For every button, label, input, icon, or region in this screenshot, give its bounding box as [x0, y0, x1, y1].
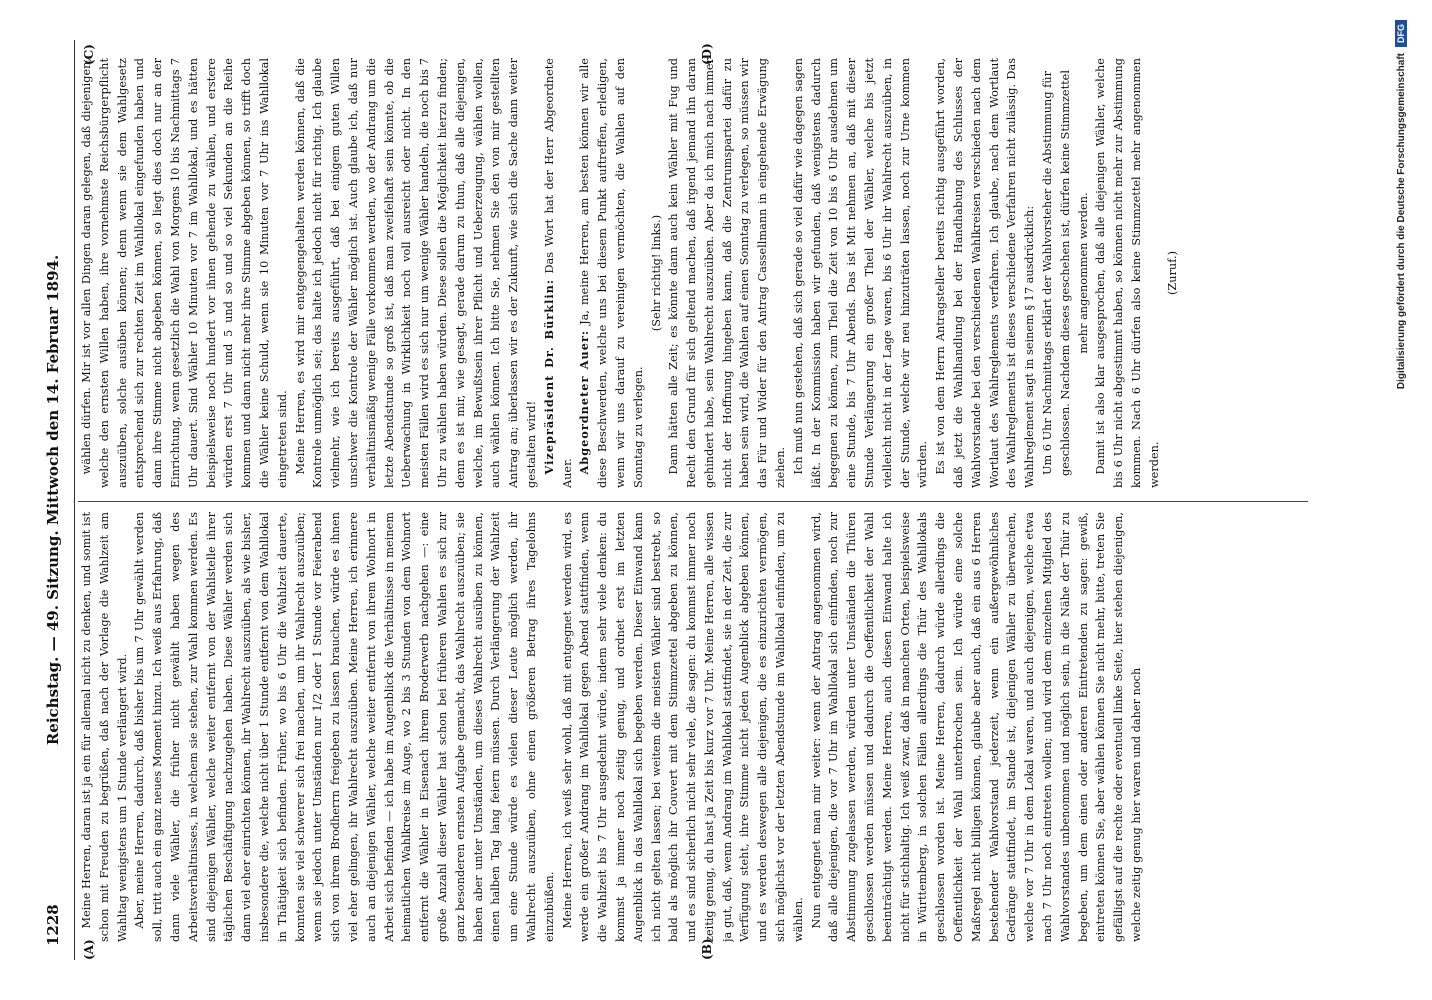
- paragraph: Damit ist also klar ausgesprochen, daß alle diejenigen Wähler, welche bis 6 Uhr nicht abgestimmt haben, so können nicht mehr zur Abstimmung kommen. Nach 6 Uhr dürfen also keine Stimmzettel mehr angenommen werden.: [1094, 58, 1161, 488]
- paragraph: Dann hätten alle Zeit; es könnte dann auch kein Wähler mit Fug und Recht den Grund für sich geltend machen, daß irgend jemand ihn daran gehindert habe, sein Wahlrecht auszuüben. Aber da ich mich nach immer nicht der Hoffnung hingeben kann, daß die Zentrumspartei dafür zu haben sein wird, die Wahlen auf einen Sonntag zu verlegen, so müssen wir das Für und Wider für den Antrag Cassellmann in eingehende Erwägung ziehen.: [667, 58, 788, 488]
- paragraph: wählen dürfen. Mir ist vor allen Dingen daran gelegen, daß diejenigen, welche den ernsten Willen haben, ihre vornehmste Reichsbürgerpflicht auszuüben, solche ausüben können; denn wenn sie dem Wahlgesetz entsprechend sich zur rechten Zeit im Wahllokal eingefunden haben und dann ihre Stimme nicht abgeben können, so liegt dies doch nur an der Einrichtung, wenn gesetzlich die Wahl von Morgens 10 bis Nachmittags 7 Uhr dauert. Sind Wähler 10 Minuten vor 7 im Wahllokal, und es hätten beispielsweise noch hundert vor ihnen gehende zu wählen, und erstere würden erst 7 Uhr und 5 und so und so viel Sekunden an die Reihe kommen und dann nicht mehr ihre Stimme abgeben können, so trifft doch die Wähler keine Schuld, wenn sie 10 Minuten vor 7 Uhr ins Wahllokal eingetreten sind.: [80, 58, 289, 488]
- paragraph: Meine Herren, es wird mir entgegengehalten werden können, daß die Kontrole unmöglich sei; das halte ich jedoch nicht für richtig. Ich glaube vielmehr, wie ich bereits ausgeführt, daß bei einigem guten Willen unschwer die Kontrole der Wähler möglich ist. Auch glaube ich, daß nur verhältnismäßig wenige Fälle vorkommen werden, wo der Andrang um die letzte Abendstunde so groß ist, daß man zweifelhaft sein könnte, ob die Ueberwachung in Wirklichkeit noch voll ausreicht oder nicht. In den meisten Fällen wird es sich nur um wenige Wähler handeln, die noch bis 7 Uhr zu wählen haben würden. Diese sollen die Möglichkeit hierzu finden; denn es ist mir, wie gesagt, gerade darum zu thun, daß alle diejenigen, welche, im Bewußtsein ihrer Pflicht und Ueberzeugung, wählen wollen, auch wählen können. Ich bitte Sie, nehmen Sie den von mir gestellten Antrag an; überlassen wir es der Zukunft, wie sich die Sache dann weiter gestalten wird!: [293, 58, 538, 488]
- header-rule: [74, 40, 75, 960]
- paragraph: (Zuruf.): [1165, 251, 1179, 295]
- paragraph: Es ist von dem Herrn Antragsteller bereits richtig ausgeführt worden, daß jetzt die Wahlhandlung bei der Handhabung des Schlusses der Wahlvorstande bei den verschiedenen Wahlkreisen verschieden nach dem Wortlaut des Wahlreglements verfahren. Ich glaube, nach dem Wortlaut des Wahlreglements ist dieses verschiedene Verfahren nicht zulässig. Das Wahlreglement sagt in seinem § 17 ausdrücklich:: [934, 58, 1037, 488]
- column-divider: [78, 501, 1308, 502]
- paragraph: Nun entgegnet man mir weiter: wenn der Antrag angenommen wird, daß alle diejenigen, die vor 7 Uhr im Wahllokal sich einfinden, noch zur Abstimmung zugelassen werden, würden unter Umständen die Thüren geschlossen werden müssen und dadurch die Oeffentlichkeit der Wahl beeinträchtigt werden. Meine Herren, auch diesen Einwand halte ich nicht für stichhaltig. Ich weiß zwar, daß in manchen Orten, beispielsweise in Württemberg, in solchen Fällen allerdings die Thür des Wahllokals geschlossen worden ist. Meine Herren, dadurch würde allerdings die Oeffentlichkeit der Wahl unterbrochen sein. Ich würde eine solche Maßregel nicht billigen können, glaube aber auch, daß ein aus 6 Herren bestehender Wahlvorstand jederzeit, wenn ein außergewöhnliches Gedränge stattfindet, im Stande ist, diejenigen Wähler zu überwachen, welche vor 7 Uhr in dem Lokal waren, und auch diejenigen, welche etwa nach 7 Uhr noch eintreten wollen; und wird dem einzelnen Mitglied des Wahlvorstandes unbenommen und möglich sein, in die Nähe der Thür zu begeben, um dem einen oder anderen Eintretenden zu sagen: gewiß, eintreten können Sie, aber wählen können Sie nicht mehr, bitte, treten Sie gefälligst auf die rechte oder eventuell linke Seite, hier stehen diejenigen, welche zeitig genug hier waren und daher noch: [809, 512, 1144, 942]
- dfg-logo: DFG: [1395, 20, 1407, 47]
- paragraph: Aber, meine Herren, dadurch, daß bisher bis um 7 Uhr gewählt werden soll, tritt auch ein ganz neues Moment hinzu. Ich weiß aus Erfahrung, daß dann viele Wähler, die früher nicht gewählt haben wegen des Arbeitsverhältnisses, in welchem sie stehen, zur Wahl kommen werden. Es sind diejenigen Wähler, welche weiter entfernt von der Wahlstelle ihrer täglichen Beschäftigung nachzugehen haben. Diese Wähler werden sich dann viel eher einrichten können, ihr Wahlrecht auszuüben, als wie bisher, insbesondere die, welche nicht über 1 Stunde entfernt von dem Wahllokal in Thätigkeit sich befinden. Früher, wo bis 6 Uhr die Wahlzeit dauerte, konnten sie viel schwerer sich frei machen, um ihr Wahlrecht auszuüben; wenn sie jedoch unter Umständen nur 1/2 oder 1 Stunde vor Feierabend sich von ihrem Brodherrn freigeben zu lassen brauchen, würde es ihnen viel eher gelingen, ihr Wahlrecht auszuüben. Meine Herren, ich erinnere auch an diejenigen Wähler, welche weiter entfernt von ihrem Wohnort in Arbeit sich befinden — ich habe im Augenblick die Verhältnisse in meinem heimatlichen Wahlkreise im Auge, wo 2 bis 3 Stunden von dem Wohnort entfernt die Wähler in Eisenach ihrem Broderwerb nachgehen —: eine große Anzahl dieser Wähler hat schon bei früheren Wahlen es sich zur ganz besonderen ernsten Aufgabe gemacht, das Wahlrecht auszuüben; sie haben aber unter Umständen, um dieses Wahlrecht ausüben zu können, einen halben Tag lang feiern müssen. Durch Verlängerung der Wahlzeit um eine Stunde würde es vielen dieser Leute möglich werden, ihr Wahlrecht auszuüben, ohne einen größeren Betrag ihres Tagelohns einzubüßen.: [133, 512, 556, 942]
- margin-marker-a: (A): [82, 939, 96, 960]
- speaker-name: Vizepräsident Dr. Bürklin:: [541, 278, 556, 475]
- paragraph: Abgeordneter Auer: Ja, meine Herren, am besten können wir alle diese Beschwerden, welche uns bei diesem Punkt auftreffen, erledigen, wenn wir uns darauf zu vereinigen vermöchten, die Wahlen auf den Sonntag zu verlegen.: [577, 58, 645, 488]
- paragraph: Ich muß nun gestehen, daß sich gerade so viel dafür wie dagegen sagen läßt. In der Kommission haben wir gefunden, daß wenigstens dadurch begegnen zu können, zum Theil die Zeit von 10 bis 6 Uhr ausdehnen um eine Stunde, bis 7 Uhr Abends. Das ist Mit nehmen an, daß mit dieser Stunde Verlängerung ein großer Theil der Wähler, welche bis jetzt vielleicht nicht in der Lage waren, bis 6 Uhr ihr Wahlrecht auszuüben, in der Stunde, welche wir neu hinzuträten lassen, noch zur Urne kommen würden.: [791, 58, 930, 488]
- left-column: [78, 512, 1308, 942]
- paragraph: Meine Herren, ich weiß sehr wohl, daß mit entgegnet werden wird, es werde ein großer Andrang im Wahllokal gegen Abend stattfinden, wenn die Wahlzeit bis 7 Uhr ausgedehnt würde, indem sehr viele denken: du kommst ja immer noch zeitig genug, und ordnet erst im letzten Augenblick in das Wahllokal sich begeben werden. Dieser Einwand kann ich nicht gelten lassen; bei weitem die meisten Wähler sind bestrebt, so bald als möglich ihr Couvert mit dem Stimmzettel abgeben zu können, und es sind sicherlich nicht sehr viele, die sagen: du kommst immer noch zeitig genug, du hast ja Zeit bis kurz vor 7 Uhr. Meine Herren, alle wissen ja gut, daß, wenn Andrang im Wahllokal stattfindet, sie in der Zeit, die zur Verfügung steht, ihre Stimme nicht jeden Augenblick abgeben können, und es werden deswegen alle diejenigen, die es einzurichten vermögen, sich möglichst vor der letzten Abendstunde im Wahllokal einfinden, um zu wählen.: [560, 512, 805, 942]
- paragraph: Um 6 Uhr Nachmittags erklärt der Wahlvorsteher die Abstimmung für geschlossen. Nachdem dieses geschehen ist, dürfen keine Stimmzettel mehr angenommen werden.: [1041, 70, 1090, 476]
- paragraph: (Sehr richtig! links.): [649, 214, 663, 332]
- margin-marker-d: (D): [700, 43, 714, 65]
- paragraph: Vizepräsident Dr. Bürklin: Das Wort hat der Herr Abgeordnete Auer.: [541, 58, 574, 488]
- speaker-name: Abgeordneter Auer:: [577, 329, 592, 475]
- page-number: 1228: [44, 904, 62, 946]
- credit-text: Digitalisierung gefördert durch die Deutsche Forschungsgemeinschaft: [1395, 53, 1407, 390]
- paragraph: Meine Herren, daran ist ja ein für allemal nicht zu denken, und somit ist schon mit Freuden zu begrüßen, daß nach der Vorlage die Wahlzeit am Wahltag wenigstens um 1 Stunde verlängert wird.: [80, 512, 129, 942]
- margin-marker-c: (C): [82, 44, 96, 65]
- right-column: [78, 58, 1308, 488]
- page-header: [40, 40, 72, 960]
- page-title: Reichstag. — 49. Sitzung. Mittwoch den 14. Februar 1894.: [44, 254, 62, 746]
- digitization-credit: [1395, 20, 1407, 389]
- margin-marker-b: (B): [700, 938, 714, 960]
